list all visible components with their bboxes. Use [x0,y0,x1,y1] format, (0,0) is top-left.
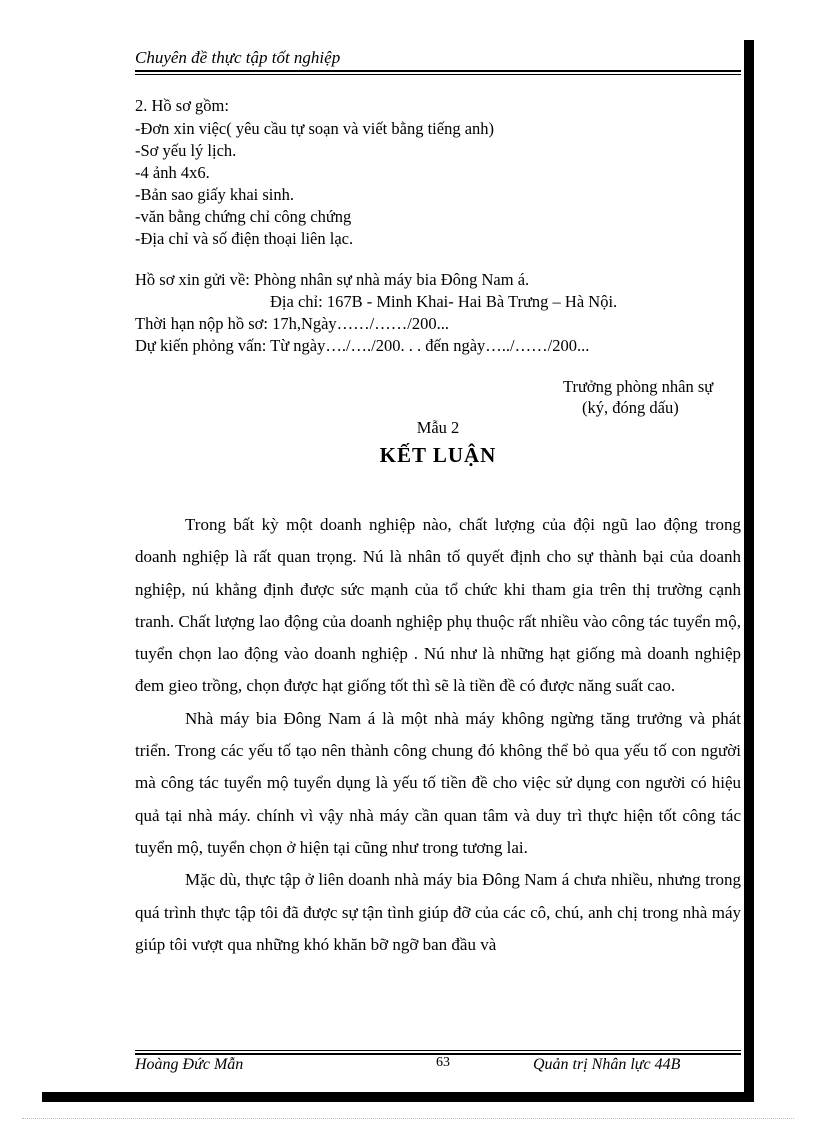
footer-author: Hoàng Đức Mẫn [135,1056,244,1073]
header-title: Chuyên đề thực tập tốt nghiệp [135,48,341,67]
document-item: -Sơ yếu lý lịch. [135,141,237,160]
paragraph: Nhà máy bia Đông Nam á là một nhà máy không ngừng tăng trưởng và phát triển. Trong các yếu tố tạo nên thành công chung đó không thể bỏ qua yếu tố con người mà công tác tuyển mộ tuyển dụng là yếu tố tiền đề cho việc sử dụng con người có hiệu quả tại nhà máy. chính vì vậy nhà máy cần quan tâm và duy trì thực hiện tốt công tác tuyển mộ, tuyển chọn ở hiện tại cũng như trong tương lai. [135,708,741,857]
footer-page-number: 63 [436,1055,450,1070]
paragraph: Trong bất kỳ một doanh nghiệp nào, chất lượng của đội ngũ lao động trong doanh nghiệp là rất quan trọng. Nú là nhân tố quyết định cho sự thành bại của doanh nghiệp, nú khẳng định được sức mạnh của tổ chức khi tham gia trên thị trường cạnh tranh. Chất lượng lao động của doanh nghiệp phụ thuộc rất nhiều vào công tác tuyển mộ, tuyển chọn lao động vào doanh nghiệp . Nú như là những hạt giống mà doanh nghiệp đem gieo trồng, chọn được hạt giống tốt thì sẽ là tiền đề có được năng suất cao. [135,515,741,696]
submission-interview: Dự kiến phỏng vấn: Từ ngày…./…./200. . . đến ngày…../……/200... [135,336,590,355]
footer-course: Quản trị Nhân lực 44B [533,1056,681,1073]
form-label: Mẫu 2 [416,418,460,437]
page-shadow-bottom [42,1092,754,1102]
submission-address: Địa chỉ: 167B - Minh Khai- Hai Bà Trưng – Hà Nội. [270,292,618,311]
section-title: KẾT LUẬN [379,443,497,467]
page-shadow-right [744,40,754,1102]
document-item: -Địa chỉ và số điện thoại liên lạc. [135,229,354,248]
document-item: -văn bằng chứng chỉ công chứng [135,207,352,226]
submission-send-to: Hồ sơ xin gửi về: Phòng nhân sự nhà máy bia Đông Nam á. [135,270,530,289]
document-item: -4 ảnh 4x6. [135,163,210,182]
header-rule-thin [135,74,741,75]
paragraph: Mặc dù, thực tập ở liên doanh nhà máy bia Đông Nam á chưa nhiều, nhưng trong quá trình thực tập tôi đã được sự tận tình giúp đỡ của các cô, chú, anh chị trong nhà máy giúp tôi vượt qua những khó khăn bỡ ngỡ ban đầu và [135,870,741,954]
body-text [135,509,741,961]
signature-title: Trưởng phòng nhân sự [563,377,714,396]
document-item: -Đơn xin việc( yêu cầu tự soạn và viết bằng tiếng anh) [135,119,495,138]
footer-rule-thin [135,1050,741,1051]
signature-note: (ký, đóng dấu) [582,398,679,417]
submission-deadline: Thời hạn nộp hồ sơ: 17h,Ngày……/……/200... [135,314,449,333]
header-rule-thick [135,70,741,72]
documents-heading: 2. Hồ sơ gồm: [135,96,229,115]
document-item: -Bản sao giấy khai sinh. [135,185,295,204]
page-bottom-dotted-line [22,1118,794,1119]
